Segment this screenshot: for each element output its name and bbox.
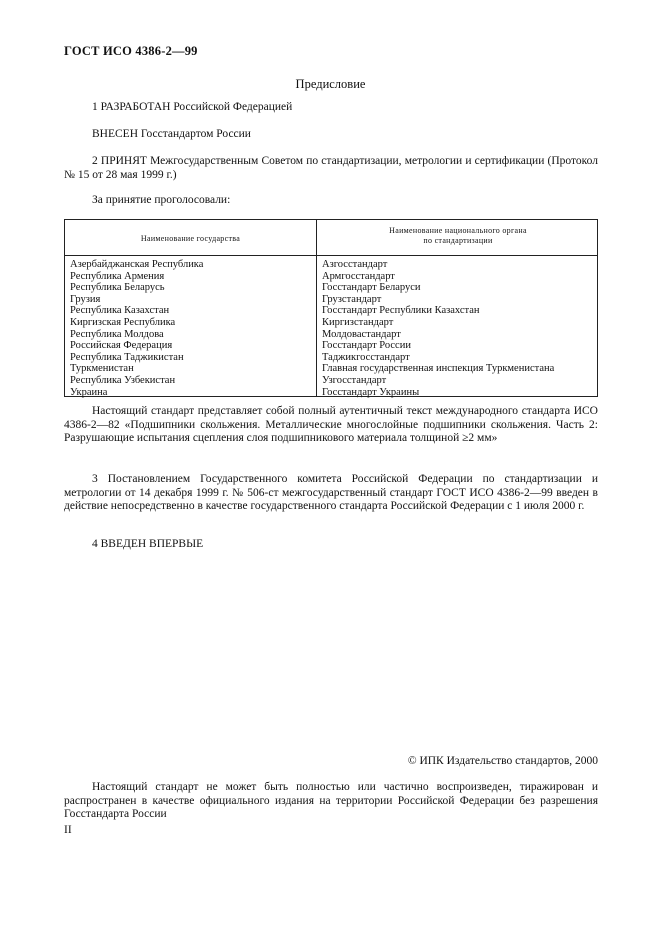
table-header-body-line2: по стандартизации <box>423 236 493 245</box>
table-column-states <box>70 259 310 398</box>
table-header-divider <box>65 255 597 256</box>
paragraph-resolution: 3 Постановлением Государственного комитета Российской Федерации по стандартизации и метрологии от 14 декабря 1999 г. № 506-ст межгосударственный стандарт ГОСТ ИСО 4386-2—99 введен в действие непосредственно в качестве государственного стандарта Российской Федерации с 1 июля 2000 г. <box>64 473 598 512</box>
table-cell-state: Республика Молдова <box>70 328 164 340</box>
table-cell-body: Узгосстандарт <box>322 374 387 386</box>
table-cell-body: Таджикгосстандарт <box>322 351 410 363</box>
table-cell-state: Республика Узбекистан <box>70 374 176 386</box>
table-cell-body: Госстандарт Украины <box>322 386 420 398</box>
table-cell-body: Молдовастандарт <box>322 328 401 340</box>
table-cell-body: Азгосстандарт <box>322 259 388 270</box>
reproduction-notice: Настоящий стандарт не может быть полностью или частично воспроизведен, тиражирован и распространен в качестве официального издания на территории Российской Федерации без разрешения Госстандарта России <box>64 781 598 820</box>
document-code: ГОСТ ИСО 4386-2—99 <box>64 44 198 58</box>
table-cell-state: Украина <box>70 386 108 398</box>
table-header-body-line1: Наименование национального органа <box>389 226 527 235</box>
table-cell-body: Армгосстандарт <box>322 270 395 282</box>
table-cell-state: Российская Федерация <box>70 340 173 352</box>
paragraph-developed: 1 РАЗРАБОТАН Российской Федерацией <box>92 101 293 113</box>
table-cell-state: Азербайджанская Республика <box>70 259 204 270</box>
table-cell-body: Госстандарт Беларуси <box>322 282 421 294</box>
table-cell-body: Госстандарт России <box>322 340 411 352</box>
table-column-bodies <box>322 259 597 398</box>
table-cell-body: Грузстандарт <box>322 293 382 305</box>
table-cell-state: Туркменистан <box>70 363 134 375</box>
page-number: II <box>64 824 72 836</box>
table-cell-state: Республика Таджикистан <box>70 351 184 363</box>
copyright-line: © ИПК Издательство стандартов, 2000 <box>407 755 598 767</box>
table-cell-body: Госстандарт Республики Казахстан <box>322 305 480 317</box>
table-header-body <box>317 226 599 246</box>
table-cell-body: Главная государственная инспекция Туркменистана <box>322 363 555 375</box>
table-cell-state: Республика Казахстан <box>70 305 170 317</box>
paragraph-adopted: 2 ПРИНЯТ Межгосударственным Советом по стандартизации, метрологии и сертификации (Протокол № 15 от 28 мая 1999 г.) <box>64 155 598 181</box>
preface-title: Предисловие <box>295 77 366 91</box>
paragraph-first-introduced: 4 ВВЕДЕН ВПЕРВЫЕ <box>92 538 204 550</box>
table-header-state: Наименование государства <box>140 234 241 243</box>
table-column-divider <box>316 220 317 396</box>
table-cell-body: Киргизстандарт <box>322 316 394 328</box>
paragraph-voted: За принятие проголосовали: <box>92 194 231 206</box>
table-cell-state: Грузия <box>70 293 101 305</box>
paragraph-introduced: ВНЕСЕН Госстандартом России <box>92 128 251 140</box>
voting-table <box>64 219 598 397</box>
table-cell-state: Республика Беларусь <box>70 282 165 294</box>
paragraph-authentic-text: Настоящий стандарт представляет собой полный аутентичный текст международного стандарта ИСО 4386-2—82 «Подшипники скольжения. Металлические многослойные подшипники скольжения. Часть 2: Разрушающие испытания сцепления слоя подшипникового материала толщиной ≥2 мм» <box>64 405 598 444</box>
table-cell-state: Киргизская Республика <box>70 316 176 328</box>
table-cell-state: Республика Армения <box>70 270 165 282</box>
